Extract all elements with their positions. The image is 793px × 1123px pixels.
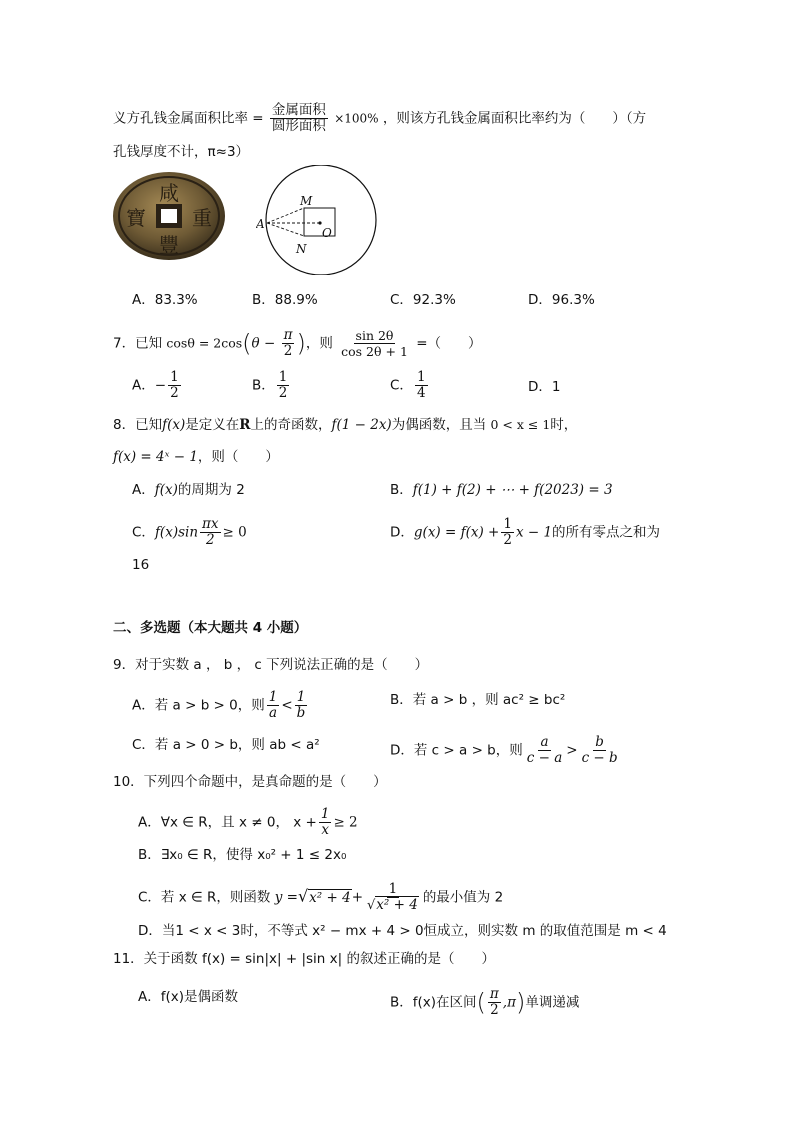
denominator: 2 [205,532,215,548]
coin-char-bottom: 豐 [159,233,179,257]
option-fraction [415,370,428,401]
numerator: b [595,734,604,750]
q8-text: 是定义在 [185,417,240,433]
option-text: C．若 x ∈ R，则函数 [138,889,271,906]
numerator: 1 [268,689,278,705]
option-expr-tail: ≥ 0 [222,524,247,541]
numerator: 1 [503,516,512,532]
sqrt-radicand: x² + 4 [309,889,351,906]
minus-sign: − [154,377,167,394]
denominator: 2 [490,1002,499,1018]
numerator: πx [202,516,219,532]
paren-right: ) [296,329,306,358]
option-label: A． [132,377,155,394]
q6-note: 孔钱厚度不计，π≈3） [113,144,250,160]
numerator: 1 [278,369,288,385]
option-text: B．f(x)在区间 [390,994,477,1011]
denominator: c − b [581,750,618,766]
option-text: A．∀x ∈ R，且 x ≠ 0， x + [138,814,317,831]
denominator: 2 [170,385,179,401]
numerator: π [489,986,499,1002]
q10-option-c[interactable] [138,882,503,913]
fx: f(x) [154,482,178,498]
q7-cos-expr: cosθ = 2cos [166,335,243,351]
q9-option-c[interactable]: C．若 a > 0 > b，则 ab < a² [132,737,320,753]
option-text: 的周期为 2 [177,482,245,498]
q7-option-a[interactable] [132,370,183,401]
sqrt-sign: √ [297,886,309,906]
less-than: < [281,697,293,714]
ratio-fraction [270,103,328,134]
q7-numerator: sin 2θ [355,328,394,343]
frac-1-over-x [319,807,332,838]
option-label: A． [132,482,155,498]
q10-stem: 10．下列四个命题中，是真命题的是（ ） [113,774,387,790]
coin-diagram [256,165,381,275]
q7-fraction [339,328,410,359]
coin-char-top: 咸 [159,181,179,205]
q9-option-d[interactable] [390,735,622,766]
label-A: A [256,217,265,231]
q8-option-d[interactable] [390,517,660,548]
q9-stem: 9．对于实数 a ， b ， c 下列说法正确的是（ ） [113,657,429,673]
label-M: M [300,194,313,208]
q8-option-d-value: 16 [132,557,150,573]
plus-sign: + [351,889,363,906]
coin-char-left: 寶 [126,206,146,230]
frac-b-over-c-minus-b [580,735,620,766]
q10-option-b[interactable]: B．∃x₀ ∈ R，使得 x₀² + 1 ≤ 2x₀ [138,847,347,863]
equals-sign: = [252,110,264,127]
option-text: D．若 c > a > b，则 [390,742,523,759]
denominator: b [296,705,306,721]
option-fraction [277,370,290,401]
denominator: c − a [526,750,563,766]
q7-option-c[interactable] [390,370,430,401]
numerator: 1 [320,806,330,822]
option-fraction [200,517,221,548]
q10-option-d[interactable]: D．当1 < x < 3时，不等式 x² − mx + 4 > 0恒成立，则实数 m 的取值范围是 m < 4 [138,923,667,939]
option-fraction [168,370,181,401]
q8-text: 时， [550,417,578,433]
option-label: C． [390,377,413,394]
interval-end: ,π [502,994,516,1011]
paren-right: ) [515,988,526,1017]
numerator: 1 [170,369,179,385]
q7-tail: =（ ） [416,335,482,352]
q7-then: ，则 [305,335,333,352]
sqrt-radicand: x² + 4 [376,897,418,913]
option-fraction [501,517,514,548]
pi-over-2 [488,987,501,1018]
numerator: 1 [416,369,426,385]
q6-option-a[interactable]: A．83.3% [132,292,198,308]
two-denominator: 2 [283,343,293,359]
q8-f-1-2x: f(1 − 2x) [331,417,392,433]
paren-left: ( [476,988,486,1017]
q9-option-a[interactable] [132,690,309,721]
q6-option-c[interactable]: C．92.3% [390,292,456,308]
y-equals: y = [274,889,298,906]
q11-option-a[interactable]: A．f(x)是偶函数 [138,989,239,1005]
option-expr: g(x) = f(x) + [413,524,500,541]
q7-option-b[interactable] [252,370,291,401]
q6-option-b[interactable]: B．88.9% [252,292,318,308]
q11-stem: 11．关于函数 f(x) = sin|x| + |sin x| 的叙述正确的是（ ） [113,951,495,967]
q8-stem-line-2 [113,447,279,467]
numerator: a [540,734,549,750]
option-expr: f(1) + f(2) + ⋯ + f(2023) = 3 [412,482,613,498]
option-text: 的所有零点之和为 [552,524,661,541]
paren-left: ( [242,329,252,358]
greater-than: > [566,742,578,759]
q6-intro-suffix: ，则该方孔钱金属面积比率约为（ ）（方 [382,110,647,127]
q6-option-d[interactable]: D．96.3% [528,292,595,308]
q6-line-1 [113,103,646,134]
option-tail: ≥ 2 [333,814,358,831]
option-label: D． [390,524,414,541]
q8-option-a[interactable] [132,480,245,500]
option-text: A．若 a > b > 0，则 [132,697,265,714]
frac-1-over-b [295,690,308,721]
option-tail: 单调递减 [525,994,580,1011]
frac-1-over-a [267,690,280,721]
q8-option-c[interactable] [132,517,247,548]
coin-char-right: 重 [192,206,212,230]
q8-option-b[interactable] [390,480,613,500]
reciprocal-sqrt-fraction [365,882,421,913]
denominator: 4 [416,385,426,401]
frac-a-over-c-minus-a [525,735,565,766]
q8-number: 8．已知 [113,417,163,433]
q6-intro-text: 义方孔钱金属面积比率 [113,110,248,127]
denominator: a [269,705,278,721]
option-label: C． [132,524,155,541]
pi-numerator: π [283,327,293,343]
q8-stem-line-1 [113,415,577,435]
option-tail: 的最小值为 2 [422,889,504,906]
option-label: B． [252,377,275,394]
q7-number: 7．已知 [113,335,163,352]
q8-text: ，则（ ） [197,449,279,465]
denominator: 2 [503,532,512,548]
q8-text: 上的奇函数， [250,417,332,433]
q8-condition: 0 < x ≤ 1 [490,417,551,432]
numerator: 1 [296,689,306,705]
option-label: B． [390,482,413,498]
sqrt-sign: √ [367,898,376,913]
q7-theta-minus: θ − [251,335,276,352]
q7-stem [113,328,482,359]
q8-fx: f(x) [162,417,186,433]
section-heading: 二、多选题（本大题共 4 小题） [113,620,308,636]
fraction-numerator: 金属面积 [271,102,326,118]
numerator: 1 [388,881,398,897]
q11-option-b[interactable] [390,987,579,1018]
option-expr: x − 1 [515,524,553,541]
q10-option-a[interactable] [138,807,358,838]
pi-over-2 [282,328,295,359]
denominator: x [321,822,329,838]
q8-text: 为偶函数，且当 [391,417,487,433]
option-expr: f(x)sin [154,524,199,541]
q7-option-d[interactable]: D．1 [528,379,561,395]
q7-denominator: cos 2θ + 1 [341,344,408,359]
q6-line-2 [113,142,249,162]
label-N: N [296,242,307,256]
times-100-percent: ×100% [334,111,379,126]
denominator: 2 [278,385,288,401]
q8-R: R [239,417,251,433]
q9-option-b[interactable]: B．若 a > b ，则 ac² ≥ bc² [390,692,566,708]
fraction-denominator: 圆形面积 [271,118,326,134]
q8-fx-def: f(x) = 4ˣ − 1 [113,449,198,465]
label-O: O [322,226,332,240]
coin-image [112,170,228,262]
